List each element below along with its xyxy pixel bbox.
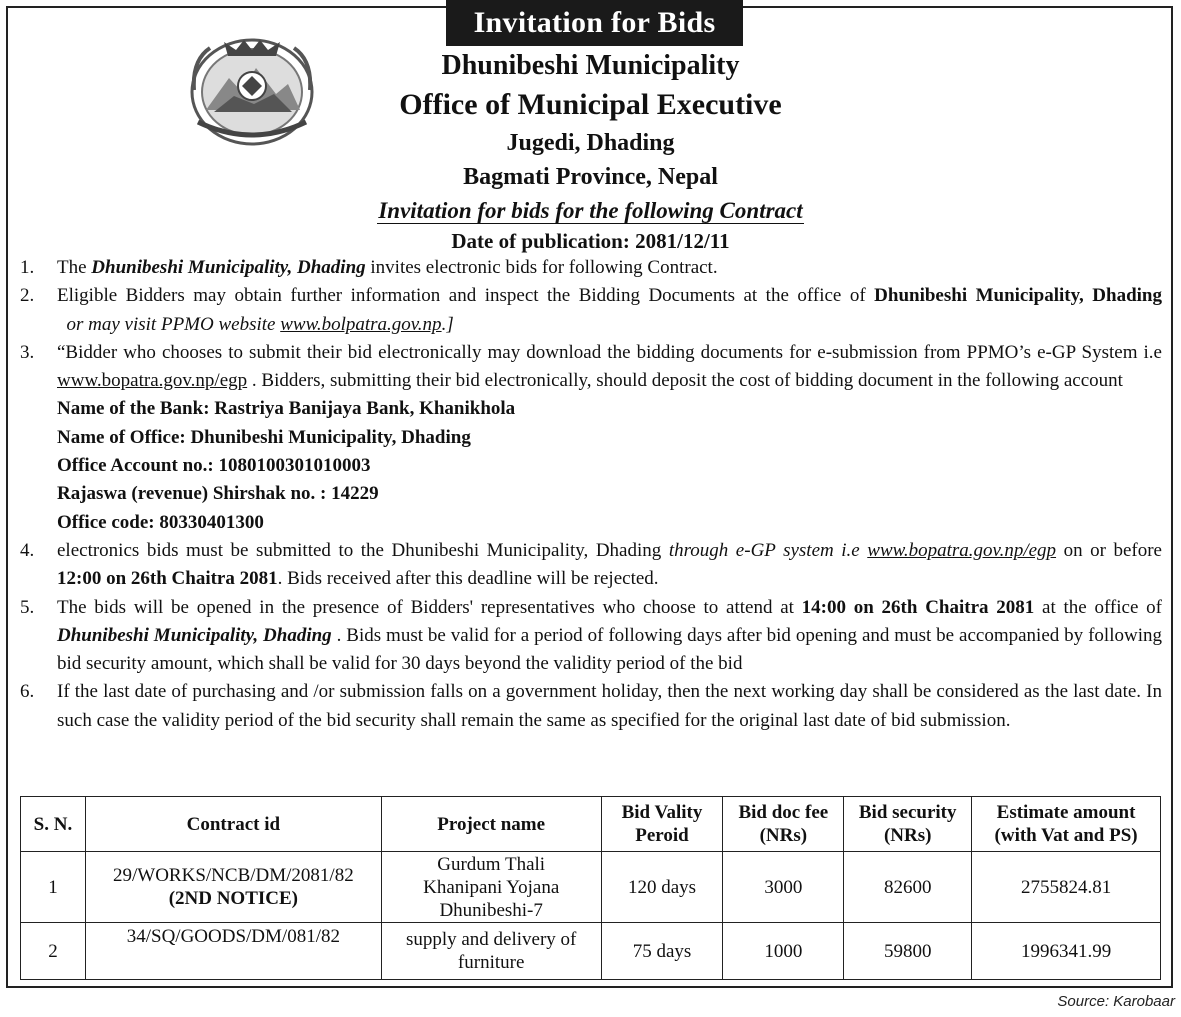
municipality-name: Dhunibeshi Municipality [441, 50, 740, 81]
table-row: 2 34/SQ/GOODS/DM/081/82 supply and delivery of furniture 75 days 1000 59800 1996341.99 [21, 923, 1161, 980]
banner-title: Invitation for Bids [446, 0, 743, 46]
notice-badge: (2ND NOTICE) [168, 888, 298, 909]
source-credit: Source: Karobaar [1057, 993, 1175, 1010]
office-code: Office code: 80330401300 [57, 511, 264, 533]
notice-body [20, 254, 1162, 735]
province: Bagmati Province, Nepal [463, 164, 718, 190]
header-bid-validity: Bid Vality Peroid [601, 797, 723, 852]
notice-subtitle: Invitation for bids for the following Contract [378, 198, 803, 223]
list-item: 6. If the last date of purchasing and /or submission falls on a government holiday, then the next working day shall be considered as the last date. In such case the validity period of the bid security shall remain the same as specified for the original last date of bid submission. [20, 681, 1162, 731]
bids-table [20, 796, 1161, 980]
office-location: Jugedi, Dhading [506, 130, 675, 156]
header-project-name: Project name [381, 797, 601, 852]
office-name: Office of Municipal Executive [399, 88, 782, 121]
header-bid-security: Bid security (NRs) [844, 797, 972, 852]
table-header-row [21, 797, 1161, 852]
header-estimate-amount: Estimate amount (with Vat and PS) [972, 797, 1161, 852]
ppmo-website-link[interactable]: www.bolpatra.gov.np [280, 313, 442, 335]
list-item: 1. The Dhunibeshi Municipality, Dhading invites electronic bids for following Contract. [20, 257, 718, 278]
header-contract-id: Contract id [85, 797, 381, 852]
table-row: 1 29/WORKS/NCB/DM/2081/82 (2ND NOTICE) Gurdum Thali Khanipani Yojana Dhunibeshi-7 120 days 3000 82600 2755824.81 [21, 852, 1161, 923]
egp-link[interactable]: www.bopatra.gov.np/egp [57, 370, 248, 392]
header-sn: S. N. [21, 797, 86, 852]
header-bid-doc-fee: Bid doc fee (NRs) [723, 797, 844, 852]
account-office-name: Name of Office: Dhunibeshi Municipality, Dhading [57, 426, 471, 448]
account-number: Office Account no.: 1080100301010003 [57, 455, 371, 477]
bank-name: Name of the Bank: Rastriya Banijaya Bank, Khanikhola [57, 398, 516, 420]
list-item: 2. Eligible Bidders may obtain further information and inspect the Bidding Documents at the office of Dhunibeshi Municipality, Dhading or may visit PPMO website www.bolpatra.gov.np.] [20, 285, 1162, 335]
revenue-code: Rajaswa (revenue) Shirshak no. : 14229 [57, 483, 379, 505]
list-item: 5. The bids will be opened in the presence of Bidders' representatives who choose to attend at 14:00 on 26th Chaitra 2081 at the office of Dhunibeshi Municipality, Dhading . Bids must be valid for a period of following days after bid opening and must be accompanied by following bid security amount, which shall be valid for 30 days beyond the validity period of the bid [20, 596, 1162, 675]
list-item: 3. “Bidder who chooses to submit their bid electronically may download the bidding documents for e-submission from PPMO’s e-GP System i.e www.bopatra.gov.np/egp . Bidders, submitting their bid electronically, should deposit the cost of bidding document in the following account [20, 341, 1162, 392]
publication-date: Date of publication: 2081/12/11 [451, 229, 730, 253]
list-item: 4. electronics bids must be submitted to the Dhunibeshi Municipality, Dhading through e-GP system i.e www.bopatra.gov.np/egp on or before 12:00 on 26th Chaitra 2081. Bids received after this deadline will be rejected. [20, 539, 1162, 590]
egp-link[interactable]: www.bopatra.gov.np/egp [867, 539, 1057, 561]
